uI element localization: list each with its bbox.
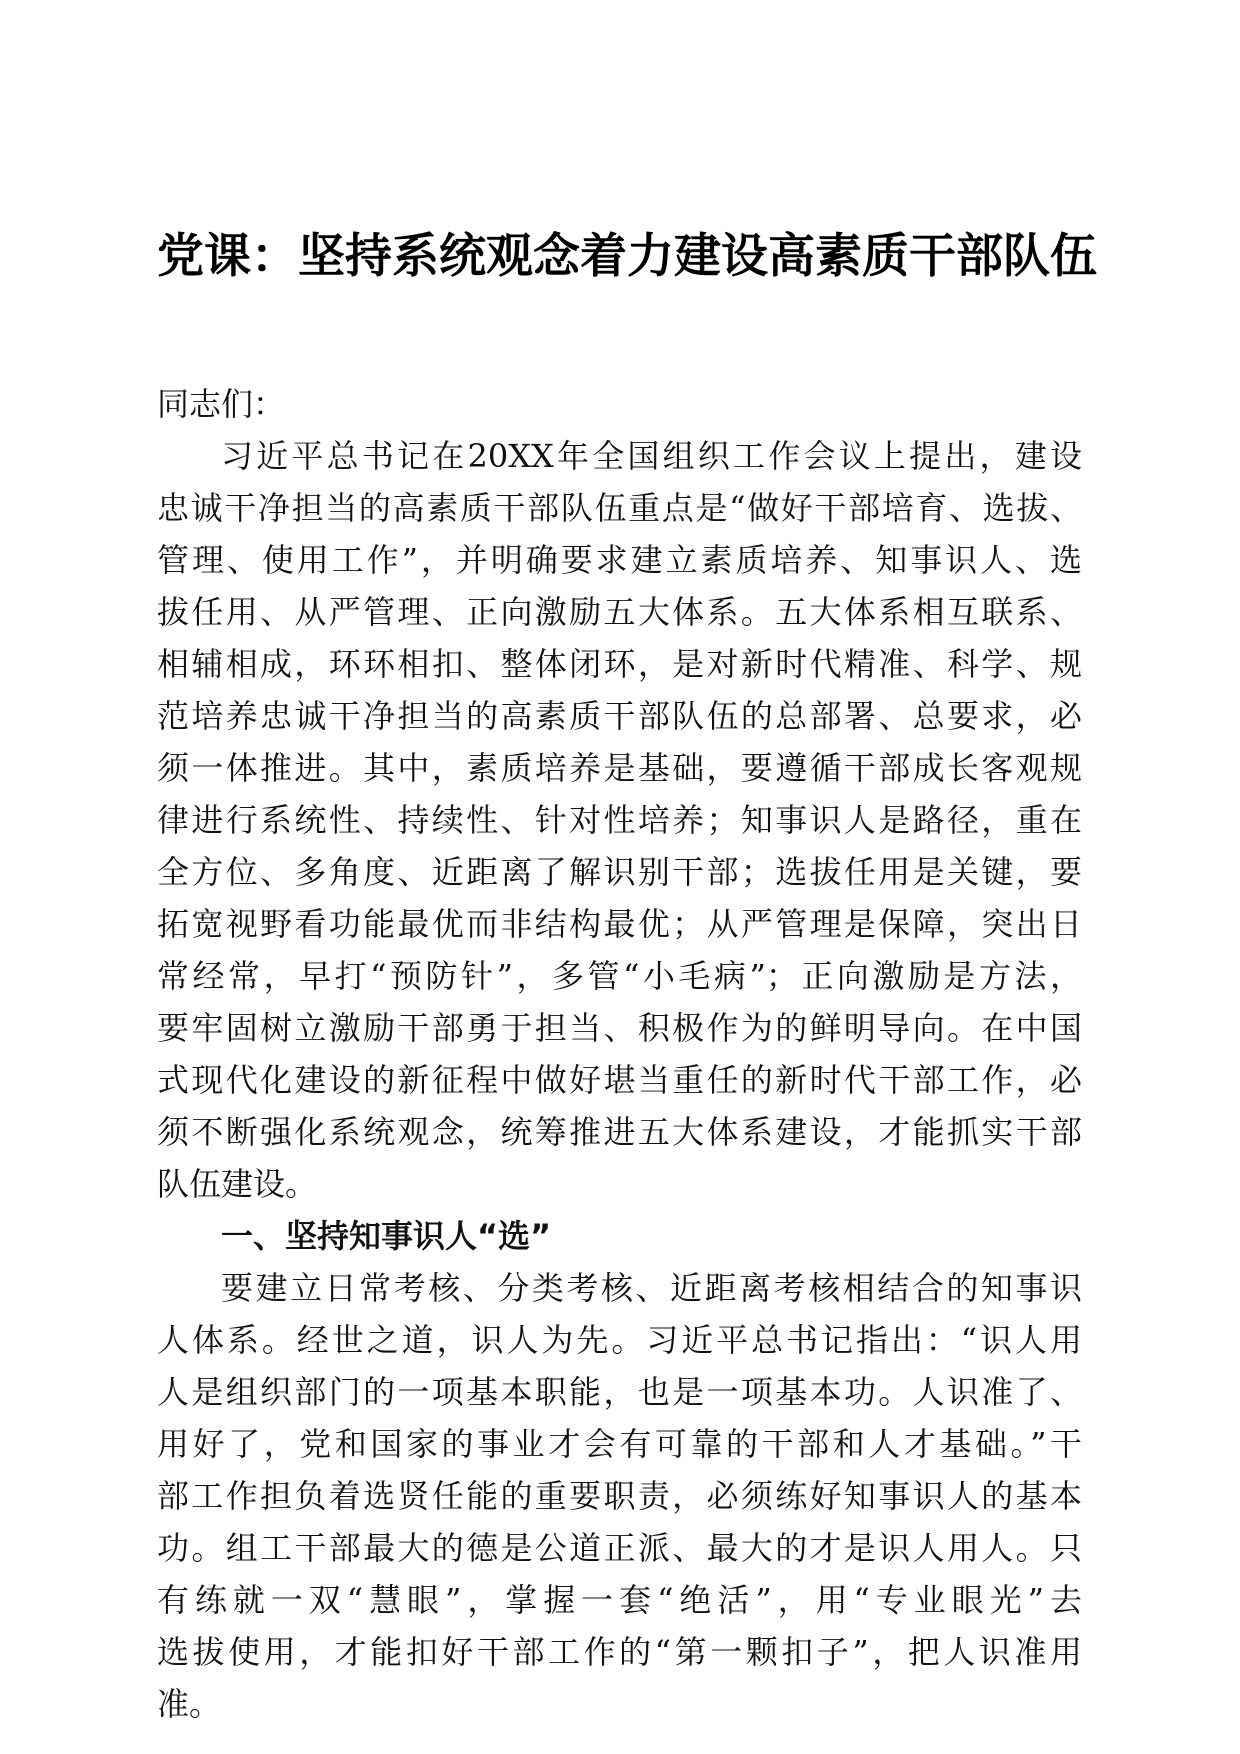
paragraph-line: 人体系。经世之道，识人为先。习近平总书记指出：“识人用 bbox=[157, 1321, 1082, 1359]
paragraph-line: 用好了，党和国家的事业才会有可靠的干部和人才基础。”干 bbox=[157, 1425, 1082, 1463]
paragraph-line: 须不断强化系统观念，统筹推进五大体系建设，才能抓实干部 bbox=[157, 1113, 1082, 1151]
paragraph-line: 队伍建设。 bbox=[157, 1165, 318, 1203]
paragraph-2 bbox=[157, 1262, 1082, 1730]
paragraph-line: 准。 bbox=[157, 1685, 222, 1723]
paragraph-line: 范培养忠诚干净担当的高素质干部队伍的总部署、总要求，必 bbox=[157, 697, 1082, 735]
paragraph-line: 律进行系统性、持续性、针对性培养；知事识人是路径，重在 bbox=[157, 801, 1082, 839]
paragraph-line: 管理、使用工作”，并明确要求建立素质培养、知事识人、选 bbox=[157, 541, 1082, 579]
paragraph-1 bbox=[157, 430, 1082, 1210]
paragraph-line: 拔任用、从严管理、正向激励五大体系。五大体系相互联系、 bbox=[157, 593, 1082, 631]
document-body bbox=[157, 378, 1082, 1730]
paragraph-line: 常经常，早打“预防针”，多管“小毛病”；正向激励是方法， bbox=[157, 957, 1082, 995]
paragraph-line: 相辅相成，环环相扣、整体闭环，是对新时代精准、科学、规 bbox=[157, 645, 1082, 683]
paragraph-line: 选拔使用，才能扣好干部工作的“第一颗扣子”，把人识准用 bbox=[157, 1633, 1082, 1671]
paragraph-line: 全方位、多角度、近距离了解识别干部；选拔任用是关键，要 bbox=[157, 853, 1082, 891]
paragraph-line: 有练就一双“慧眼”，掌握一套“绝活”，用“专业眼光”去 bbox=[157, 1581, 1082, 1619]
paragraph-line: 须一体推进。其中，素质培养是基础，要遵循干部成长客观规 bbox=[157, 749, 1082, 787]
paragraph-line: 人是组织部门的一项基本职能，也是一项基本功。人识准了、 bbox=[157, 1373, 1082, 1411]
paragraph-line: 要建立日常考核、分类考核、近距离考核相结合的知事识 bbox=[221, 1269, 1082, 1307]
document-title: 党课：坚持系统观念着力建设高素质干部队伍 bbox=[157, 229, 1097, 284]
paragraph-line: 式现代化建设的新征程中做好堪当重任的新时代干部工作，必 bbox=[157, 1061, 1082, 1099]
section-heading-1: 一、坚持知事识人“选” bbox=[221, 1217, 552, 1255]
paragraph-line: 要牢固树立激励干部勇于担当、积极作为的鲜明导向。在中国 bbox=[157, 1009, 1082, 1047]
paragraph-line: 功。组工干部最大的德是公道正派、最大的才是识人用人。只 bbox=[157, 1529, 1082, 1567]
salutation: 同志们： bbox=[157, 385, 286, 423]
paragraph-line: 习近平总书记在20XX年全国组织工作会议上提出，建设 bbox=[221, 437, 1082, 475]
paragraph-line: 部工作担负着选贤任能的重要职责，必须练好知事识人的基本 bbox=[157, 1477, 1082, 1515]
paragraph-line: 忠诚干净担当的高素质干部队伍重点是“做好干部培育、选拔、 bbox=[157, 489, 1082, 527]
paragraph-line: 拓宽视野看功能最优而非结构最优；从严管理是保障，突出日 bbox=[157, 905, 1082, 943]
